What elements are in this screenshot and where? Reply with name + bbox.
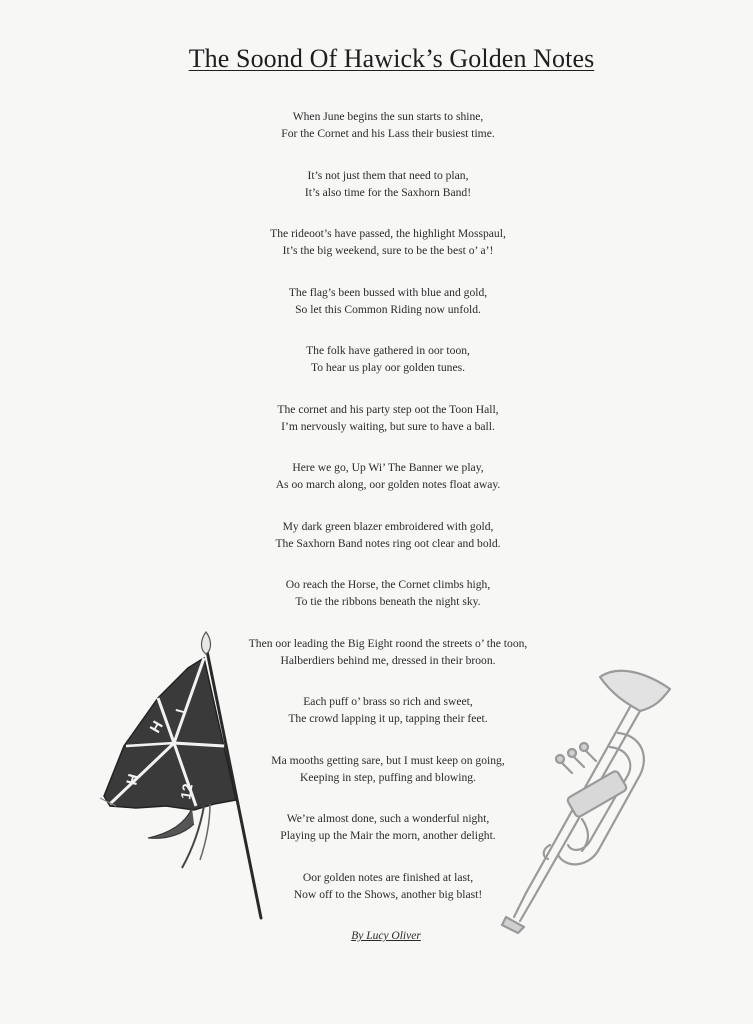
stanza-line: The folk have gathered in oor toon, — [306, 344, 470, 357]
stanza-line: The Saxhorn Band notes ring oot clear and bold. — [275, 536, 501, 550]
stanza — [0, 342, 753, 401]
stanza-line: Playing up the Mair the morn, another delight. — [280, 829, 496, 842]
stanza-line: As oo march along, oor golden notes float away. — [275, 478, 501, 491]
stanza-line: Here we go, Up Wi’ The Banner we play, — [292, 461, 484, 474]
banner-flag-icon — [96, 628, 276, 928]
stanza-line: The crowd lapping it up, tapping their feet. — [288, 712, 488, 725]
stanza — [0, 108, 753, 167]
stanza-line: It’s the big weekend, sure to be the best o’ a’! — [282, 244, 494, 257]
flag-letter: H — [146, 718, 167, 736]
stanza-line: When June begins the sun starts to shine, — [292, 110, 484, 123]
stanza-line: Ma mooths getting sare, but I must keep on going, — [271, 753, 505, 767]
flag-letter: 12 — [177, 782, 196, 801]
stanza — [0, 225, 753, 284]
poem-title: The Soond Of Hawick’s Golden Notes — [188, 44, 595, 73]
stanza — [0, 401, 753, 460]
stanza-line: Oo reach the Horse, the Cornet climbs high, — [285, 578, 491, 591]
stanza-line: Halberdiers behind me, dressed in their broon. — [280, 653, 496, 667]
stanza — [0, 518, 753, 577]
flag-letter: I — [172, 707, 188, 715]
stanza-line: Oor golden notes are finished at last, — [302, 870, 474, 884]
stanza — [0, 576, 753, 635]
stanza-line: Then oor leading the Big Eight roond the streets o’ the toon, — [248, 636, 528, 650]
stanza-line: It’s not just them that need to plan, — [307, 168, 469, 182]
stanza-line: My dark green blazer embroidered with gold, — [282, 519, 494, 533]
stanza-line: Now off to the Shows, another big blast! — [293, 887, 483, 901]
stanza-line: Keeping in step, puffing and blowing. — [300, 770, 476, 784]
flag-letter: H — [123, 772, 143, 788]
stanza-line: The cornet and his party step oot the Toon Hall, — [277, 402, 499, 416]
stanza-line: It’s also time for the Saxhorn Band! — [304, 185, 472, 199]
stanza-line: The flag’s been bussed with blue and gold, — [288, 285, 488, 299]
stanza-line: The rideoot’s have passed, the highlight Mosspaul, — [270, 227, 506, 240]
trumpet-icon — [490, 655, 680, 935]
stanza-line: For the Cornet and his Lass their busiest time. — [281, 127, 495, 140]
stanza-line: So let this Common Riding now unfold. — [295, 302, 481, 316]
stanza-line: Each puff o’ brass so rich and sweet, — [303, 695, 473, 708]
stanza-line: To hear us play oor golden tunes. — [310, 361, 466, 374]
stanza — [0, 167, 753, 226]
stanza-line: I’m nervously waiting, but sure to have a ball. — [281, 419, 495, 433]
stanza-line: We’re almost done, such a wonderful night, — [286, 812, 490, 825]
author-signature: By Lucy Oliver — [351, 930, 421, 942]
stanza-line: To tie the ribbons beneath the night sky. — [295, 595, 481, 608]
stanza — [0, 459, 753, 518]
stanza — [0, 284, 753, 343]
